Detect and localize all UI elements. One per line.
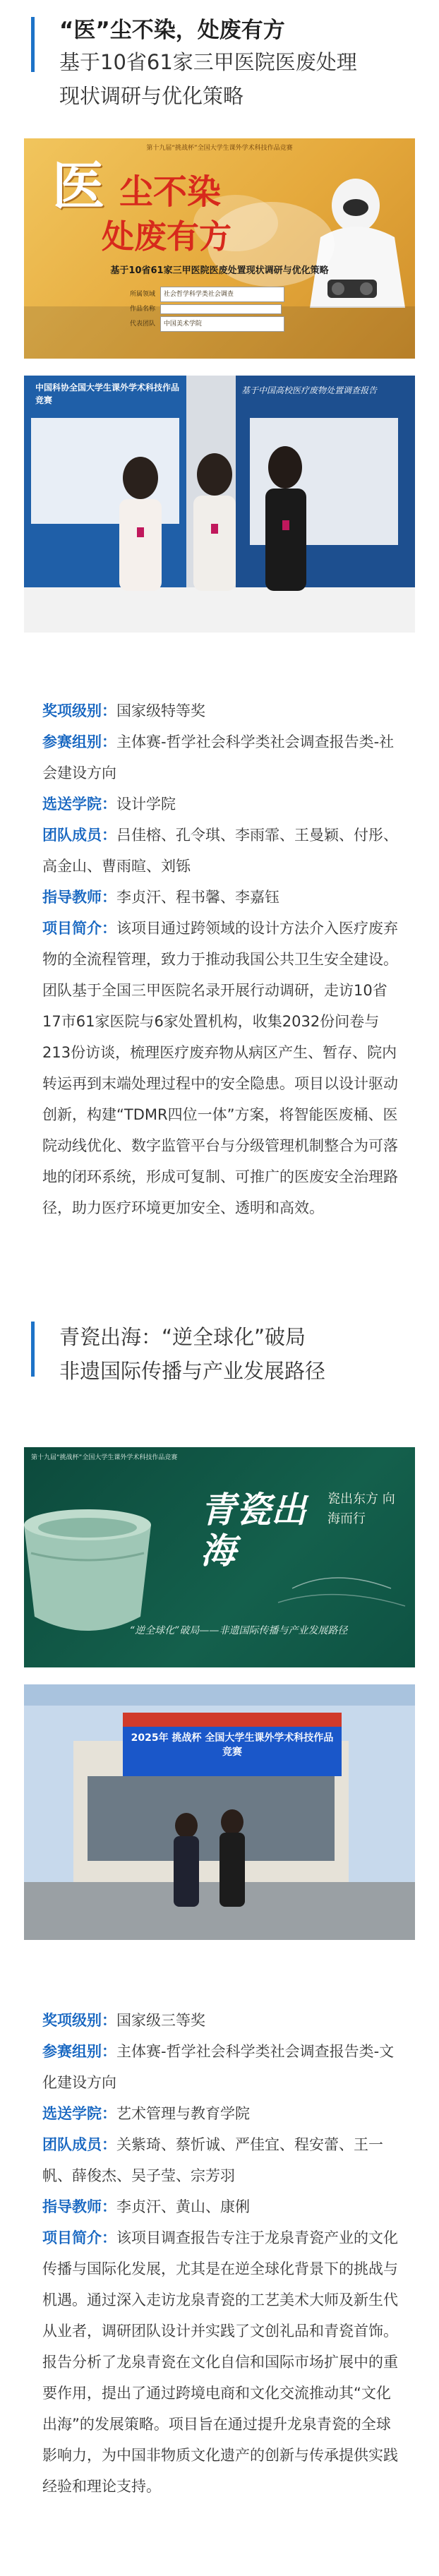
section2-header xyxy=(31,1320,325,1388)
section2-award-row xyxy=(42,2005,402,2036)
team-value: 吕佳榕、孔令琪、李雨霏、王曼颖、付彤、高金山、曹雨暄、刘铄 xyxy=(42,827,398,875)
poster2-side-text: 瓷出东方 向海而行 xyxy=(327,1492,395,1526)
poster1-field3-value: 中国美术学院 xyxy=(160,316,284,332)
college-value: 设计学院 xyxy=(116,796,176,813)
section2-title-line1: 青瓷出海：“逆全球化”破局 xyxy=(59,1325,306,1349)
section2-booth-photo xyxy=(24,1684,415,1940)
group-value: 主体赛-哲学社会科学类社会调查报告类-文化建设方向 xyxy=(42,2043,395,2091)
section1-subtitle-line1: 基于10省61家三甲医院医废处理 xyxy=(59,50,357,74)
award-label: 奖项级别： xyxy=(42,702,116,719)
group-value: 主体赛-哲学社会科学类社会调查报告类-社会建设方向 xyxy=(42,733,395,781)
section1-booth-photo xyxy=(24,376,415,633)
poster1-field1-value: 社会哲学科学类社会调查 xyxy=(160,287,284,302)
section1-accent-bar xyxy=(31,17,35,72)
poster1-field2-label: 作品名称 xyxy=(130,306,156,313)
section1-header xyxy=(31,16,357,113)
poster1-big-char: 医 xyxy=(52,156,104,217)
section2-accent-bar xyxy=(31,1322,35,1377)
section1-college-row xyxy=(42,789,402,820)
section1-poster xyxy=(24,138,415,359)
section2-title-line2: 非遗国际传播与产业发展路径 xyxy=(59,1359,326,1383)
poster1-field2-value xyxy=(160,304,282,314)
poster1-title-part3: 处废有方 xyxy=(102,217,231,256)
college-label: 选送学院： xyxy=(42,2105,116,2122)
section1-award-row xyxy=(42,695,402,726)
section2-group-row xyxy=(42,2036,402,2098)
award-label: 奖项级别： xyxy=(42,2012,116,2029)
award-value: 国家级三等奖 xyxy=(116,2012,205,2029)
poster1-field1-label: 所属领域 xyxy=(130,291,156,298)
team-label: 团队成员： xyxy=(42,2136,116,2153)
section2-team-row xyxy=(42,2129,402,2191)
intro-value: 该项目通过跨领域的设计方法介入医疗废弃物的全流程管理，致力于推动我国公共卫生安全建设。团队基于全国三甲医院名录开展行动调研，走访10省17市61家医院与6家处置机构，收集2032份问卷与213份访谈，梳理医疗废弃物从病区产生、暂存、院内转运再到末端处理过程中的安全隐患。项目以设计驱动创新，构建“TDMR四位一体”方案，将智能医废桶、医院动线优化、数字监管平台与分级管理机制整合为可落地的闭环系统，形成可复制、可推广的医废安全治理路径，助力医疗环境更加安全、透明和高效。 xyxy=(42,920,398,1216)
section1-group-row xyxy=(42,726,402,789)
booth-scene xyxy=(24,376,415,633)
intro-value: 该项目调查报告专注于龙泉青瓷产业的文化传播与国际化发展，尤其是在逆全球化背景下的挑战与机遇。通过深入走访龙泉青瓷的工艺美术大师及新生代从业者，调研团队设计并实践了文创礼品和青瓷首饰。报告分析了龙泉青瓷在文化自信和国际市场扩展中的重要作用，提出了通过跨境电商和文化交流推动其“文化出海”的发展策略。项目旨在通过提升龙泉青瓷的全球影响力，为中国非物质文化遗产的创新与传承提供实践经验和理论支持。 xyxy=(42,2229,398,2495)
poster1-title-part2: 尘不染 xyxy=(119,172,222,212)
booth1-banner-left: 中国科协全国大学生课外学术科技作品竞赛 xyxy=(35,383,180,405)
booth2-banner: 2025年 挑战杯 全国大学生课外学术科技作品竞赛 xyxy=(131,1732,334,1758)
poster1-caption: 基于10省61家三甲医院医废处置现状调研与优化策略 xyxy=(110,265,329,276)
section1-team-row xyxy=(42,820,402,882)
intro-label: 项目简介： xyxy=(42,920,116,937)
award-value: 国家级特等奖 xyxy=(116,702,205,719)
section1-intro-row xyxy=(42,913,402,1223)
poster1-fields xyxy=(130,287,284,332)
poster2-slogan: “逆全球化”破局——非遗国际传播与产业发展路径 xyxy=(130,1625,348,1636)
venue-scene xyxy=(24,1684,415,1940)
section2-poster xyxy=(24,1447,415,1667)
booth1-banner-right: 基于中国高校医疗废物处置调查报告 xyxy=(241,385,378,395)
poster2-top-text: 第十九届“挑战杯”全国大学生课外学术科技作品竞赛 xyxy=(31,1454,178,1461)
advisor-label: 指导教师： xyxy=(42,2198,116,2215)
poster1-field3-label: 代表团队 xyxy=(130,320,156,328)
section2-intro-row xyxy=(42,2222,402,2502)
section2-advisor-row xyxy=(42,2191,402,2222)
advisor-value: 李贞汗、程书馨、李嘉钰 xyxy=(116,889,279,906)
section2-info xyxy=(42,2005,402,2502)
college-value: 艺术管理与教育学院 xyxy=(116,2105,250,2122)
section1-info xyxy=(42,695,402,1223)
section1-subtitle-line2: 现状调研与优化策略 xyxy=(59,84,244,108)
team-label: 团队成员： xyxy=(42,827,116,844)
advisor-value: 李贞汗、黄山、康俐 xyxy=(116,2198,250,2215)
poster2-brush-title: 青瓷出海 xyxy=(200,1489,306,1571)
team-value: 关紫琦、蔡忻诚、严佳宜、程安蕾、王一帆、薛俊杰、吴子莹、宗芳羽 xyxy=(42,2136,383,2184)
group-label: 参赛组别： xyxy=(42,733,116,750)
poster1-top-text: 第十九届“挑战杯”全国大学生课外学术科技作品竞赛 xyxy=(146,145,293,152)
college-label: 选送学院： xyxy=(42,796,116,813)
intro-label: 项目简介： xyxy=(42,2229,116,2246)
section1-title: “医”尘不染，处废有方 xyxy=(59,18,285,43)
section2-college-row xyxy=(42,2098,402,2129)
group-label: 参赛组别： xyxy=(42,2043,116,2060)
advisor-label: 指导教师： xyxy=(42,889,116,906)
section1-advisor-row xyxy=(42,882,402,913)
